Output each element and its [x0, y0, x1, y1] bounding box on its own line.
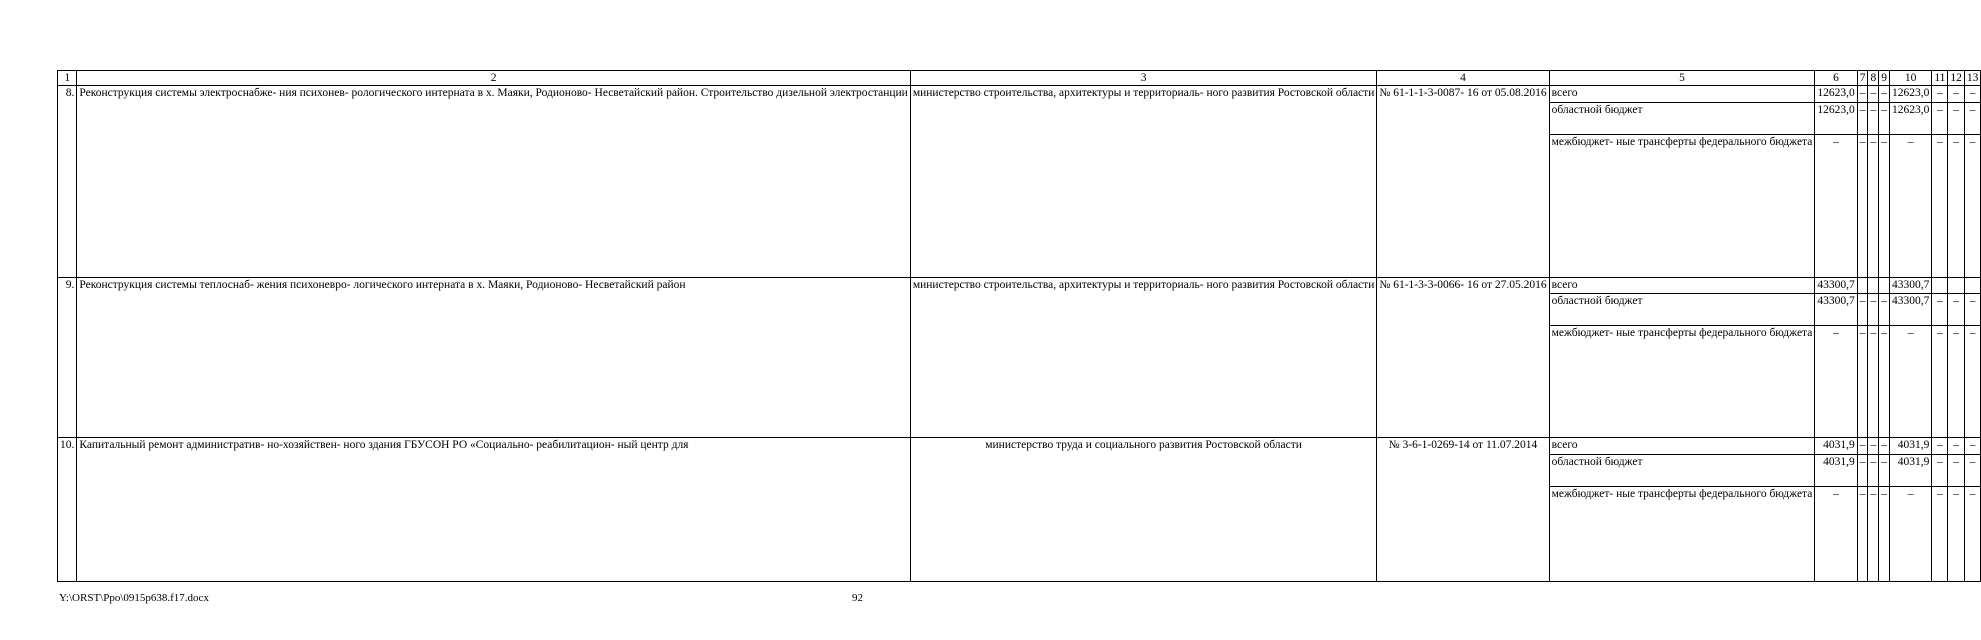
- col-header: 12: [1948, 71, 1965, 86]
- amount-cell: –: [1932, 326, 1948, 438]
- amount-cell: –: [1868, 86, 1879, 103]
- amount-cell: –: [1815, 326, 1857, 438]
- funding-source: областной бюджет: [1549, 294, 1815, 326]
- amount-cell: 4031,9: [1815, 438, 1857, 455]
- amount-cell: –: [1879, 294, 1890, 326]
- funding-source: областной бюджет: [1549, 102, 1815, 134]
- amount-cell: –: [1857, 486, 1868, 581]
- amount-cell: –: [1948, 86, 1965, 103]
- amount-cell: –: [1868, 326, 1879, 438]
- amount-cell: 12623,0: [1815, 102, 1857, 134]
- amount-cell: –: [1857, 134, 1868, 277]
- amount-cell: –: [1964, 102, 1981, 134]
- amount-cell: –: [1879, 326, 1890, 438]
- funding-source: всего: [1549, 277, 1815, 294]
- amount-cell: [1948, 277, 1965, 294]
- funding-source: межбюджет- ные трансферты федерального бюджета: [1549, 134, 1815, 277]
- amount-cell: –: [1964, 486, 1981, 581]
- expertise-document: № 61-1-1-3-0087- 16 от 05.08.2016: [1377, 86, 1549, 278]
- table-body: [58, 71, 1981, 582]
- amount-cell: [1868, 277, 1879, 294]
- amount-cell: –: [1964, 294, 1981, 326]
- footer-file-path: Y:\ORST\Ppo\0915p638.f17.docx: [59, 592, 209, 604]
- col-header: 2: [77, 71, 910, 86]
- amount-cell: –: [1932, 134, 1948, 277]
- row-number: 10.: [58, 438, 77, 582]
- funding-source: межбюджет- ные трансферты федерального бюджета: [1549, 326, 1815, 438]
- amount-cell: –: [1964, 134, 1981, 277]
- footer-page-number: 92: [852, 592, 863, 604]
- header-row: [58, 71, 1981, 86]
- amount-cell: –: [1879, 438, 1890, 455]
- amount-cell: –: [1879, 102, 1890, 134]
- amount-cell: –: [1964, 438, 1981, 455]
- amount-cell: –: [1879, 486, 1890, 581]
- row-number: 9.: [58, 277, 77, 438]
- amount-cell: –: [1868, 134, 1879, 277]
- amount-cell: –: [1868, 294, 1879, 326]
- amount-cell: 12623,0: [1889, 102, 1931, 134]
- amount-cell: –: [1857, 326, 1868, 438]
- amount-cell: –: [1879, 454, 1890, 486]
- amount-cell: –: [1948, 134, 1965, 277]
- amount-cell: –: [1889, 134, 1931, 277]
- amount-cell: [1932, 277, 1948, 294]
- col-header: 1: [58, 71, 77, 86]
- funding-source: межбюджет- ные трансферты федерального бюджета: [1549, 486, 1815, 581]
- amount-cell: –: [1868, 454, 1879, 486]
- amount-cell: –: [1932, 102, 1948, 134]
- amount-cell: –: [1948, 438, 1965, 455]
- amount-cell: –: [1932, 454, 1948, 486]
- amount-cell: 12623,0: [1815, 86, 1857, 103]
- amount-cell: 4031,9: [1889, 438, 1931, 455]
- amount-cell: 43300,7: [1815, 294, 1857, 326]
- funding-source: всего: [1549, 86, 1815, 103]
- amount-cell: [1857, 277, 1868, 294]
- amount-cell: –: [1948, 454, 1965, 486]
- amount-cell: 12623,0: [1889, 86, 1931, 103]
- amount-cell: 43300,7: [1889, 294, 1931, 326]
- amount-cell: –: [1889, 486, 1931, 581]
- amount-cell: 43300,7: [1815, 277, 1857, 294]
- amount-cell: –: [1815, 134, 1857, 277]
- amount-cell: –: [1948, 486, 1965, 581]
- col-header: 4: [1377, 71, 1549, 86]
- amount-cell: –: [1948, 326, 1965, 438]
- amount-cell: –: [1932, 486, 1948, 581]
- col-header: 10: [1889, 71, 1931, 86]
- col-header: 9: [1879, 71, 1890, 86]
- amount-cell: –: [1879, 86, 1890, 103]
- amount-cell: –: [1857, 294, 1868, 326]
- amount-cell: –: [1948, 102, 1965, 134]
- col-header: 3: [910, 71, 1377, 86]
- expertise-document: № 3-6-1-0269-14 от 11.07.2014: [1377, 438, 1549, 582]
- object-name: Реконструкция системы теплоснаб- жения психоневро- логического интерната в х. Маяки, Родионово- Несветайский район: [77, 277, 910, 438]
- responsible-ministry: министерство труда и социального развития Ростовской области: [910, 438, 1377, 582]
- amount-cell: –: [1879, 134, 1890, 277]
- amount-cell: –: [1964, 326, 1981, 438]
- amount-cell: –: [1889, 326, 1931, 438]
- table-row: [58, 277, 1981, 294]
- amount-cell: 43300,7: [1889, 277, 1931, 294]
- amount-cell: –: [1868, 486, 1879, 581]
- amount-cell: 4031,9: [1815, 454, 1857, 486]
- amount-cell: –: [1857, 86, 1868, 103]
- amount-cell: –: [1868, 102, 1879, 134]
- amount-cell: –: [1932, 438, 1948, 455]
- amount-cell: [1964, 277, 1981, 294]
- object-name: Реконструкция системы электроснабже- ния психонев- рологического интерната в х. Маяки, Родионово- Несветайский район. Строительство дизельной электростанции: [77, 86, 910, 278]
- amount-cell: –: [1857, 102, 1868, 134]
- amount-cell: 4031,9: [1889, 454, 1931, 486]
- amount-cell: –: [1857, 454, 1868, 486]
- amount-cell: –: [1964, 86, 1981, 103]
- col-header: 8: [1868, 71, 1879, 86]
- amount-cell: –: [1815, 486, 1857, 581]
- expertise-document: № 61-1-3-3-0066- 16 от 27.05.2016: [1377, 277, 1549, 438]
- table-row: [58, 438, 1981, 455]
- object-name: Капитальный ремонт административ- но-хозяйствен- ного здания ГБУСОН РО «Социально- реабилитацион- ный центр для: [77, 438, 910, 582]
- amount-cell: –: [1932, 294, 1948, 326]
- col-header: 6: [1815, 71, 1857, 86]
- row-number: 8.: [58, 86, 77, 278]
- amount-cell: –: [1868, 438, 1879, 455]
- table-row: [58, 86, 1981, 103]
- responsible-ministry: министерство строительства, архитектуры и территориаль- ного развития Ростовской области: [910, 86, 1377, 278]
- col-header: 13: [1964, 71, 1981, 86]
- col-header: 7: [1857, 71, 1868, 86]
- col-header: 5: [1549, 71, 1815, 86]
- amount-cell: –: [1948, 294, 1965, 326]
- funding-source: областной бюджет: [1549, 454, 1815, 486]
- amount-cell: [1879, 277, 1890, 294]
- amount-cell: –: [1964, 454, 1981, 486]
- funding-source: всего: [1549, 438, 1815, 455]
- col-header: 11: [1932, 71, 1948, 86]
- data-table: [57, 70, 1981, 582]
- amount-cell: –: [1857, 438, 1868, 455]
- responsible-ministry: министерство строительства, архитектуры и территориаль- ного развития Ростовской области: [910, 277, 1377, 438]
- amount-cell: –: [1932, 86, 1948, 103]
